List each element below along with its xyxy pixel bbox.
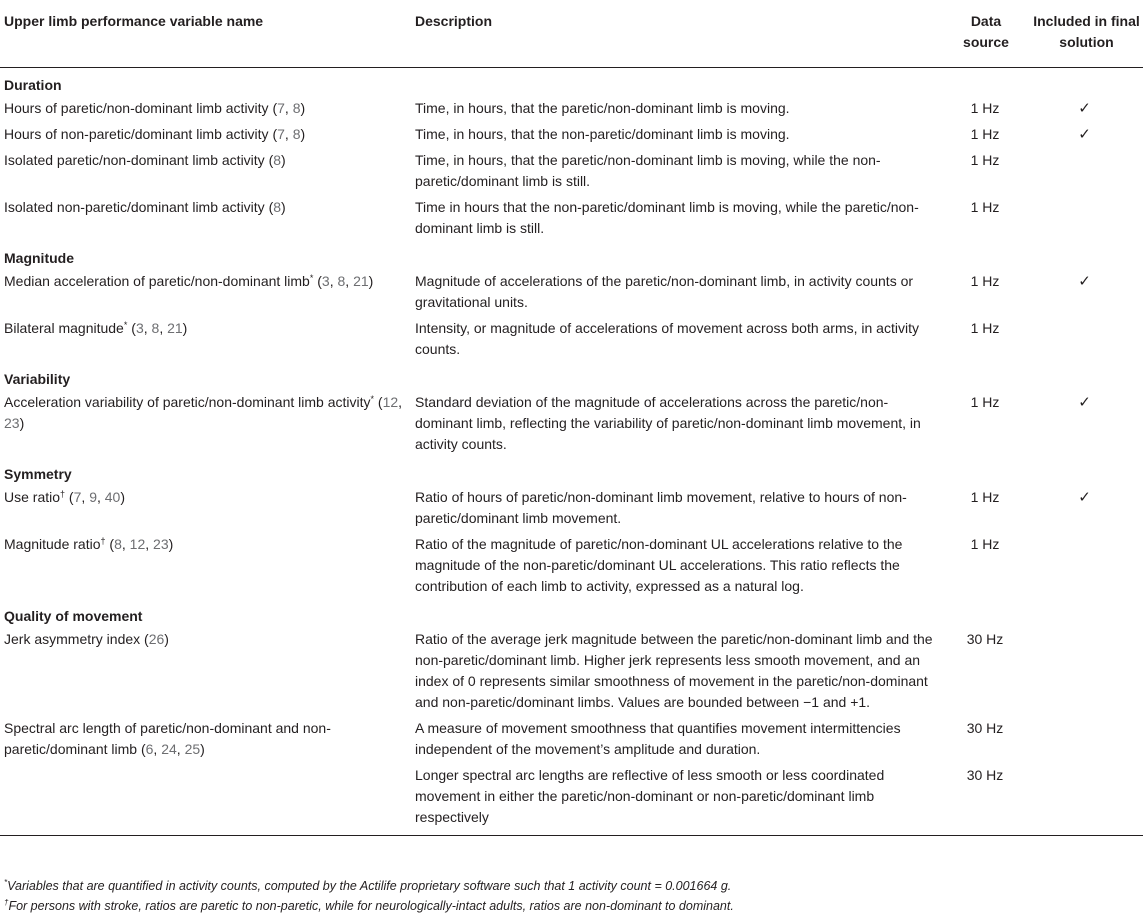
data-source-cell: 1 Hz — [970, 394, 1000, 410]
included-check-cell — [1026, 716, 1143, 763]
table-row — [0, 316, 1143, 363]
header-variable-name: Upper limb performance variable name — [0, 0, 411, 68]
reference-link: 8 — [292, 100, 301, 116]
reference-link: 8 — [273, 152, 282, 168]
section-row-symmetry — [0, 458, 1143, 485]
variable-name-open-paren: ( — [65, 489, 74, 505]
variable-footnote-mark: † — [60, 489, 66, 499]
reference-link: 8 — [337, 273, 346, 289]
variable-name: Hours of non-paretic/dominant limb activity ( — [4, 126, 278, 142]
section-title: Magnitude — [4, 250, 74, 266]
reference-link: 12 — [129, 536, 146, 552]
data-source-cell: 1 Hz — [970, 320, 1000, 336]
table-row — [0, 763, 1143, 836]
variable-name-cell: Use ratio† (7, 9, 40) — [4, 489, 126, 505]
reference-link: 7 — [73, 489, 82, 505]
reference-link: 8 — [114, 536, 122, 552]
variable-name-cell: Jerk asymmetry index (26) — [4, 631, 169, 647]
variable-name: Bilateral magnitude — [4, 320, 124, 336]
table-row — [0, 532, 1143, 600]
variable-name-cell: Median acceleration of paretic/non-dominant limb* (3, 8, 21) — [4, 273, 374, 289]
variable-footnote-mark: * — [309, 273, 314, 283]
reference-link: 21 — [167, 320, 183, 336]
description-cell: Standard deviation of the magnitude of accelerations across the paretic/non-dominant limb, reflecting the variability of paretic/non-dominant limb movement, in activity counts. — [415, 394, 921, 452]
variable-name-open-paren: ( — [105, 536, 115, 552]
variable-name-cell: Isolated non-paretic/dominant limb activity (8) — [4, 199, 286, 215]
included-check-cell — [1026, 532, 1143, 600]
data-source-cell: 1 Hz — [970, 199, 1000, 215]
data-source-cell: 30 Hz — [944, 763, 1026, 836]
section-title: Quality of movement — [4, 608, 143, 624]
description-cell: Longer spectral arc lengths are reflective of less smooth or less coordinated movement in either the paretic/non-dominant or non-paretic/dominant limb respectively — [411, 763, 944, 836]
description-cell: Magnitude of accelerations of the paretic/non-dominant limb, in activity counts or gravitational units. — [415, 273, 914, 310]
variable-name-cell: Hours of paretic/non-dominant limb activity (7, 8) — [4, 100, 306, 116]
variable-name: Use ratio — [4, 489, 61, 505]
header-description: Description — [411, 0, 944, 68]
variable-name-cell: Acceleration variability of paretic/non-dominant limb activity* (12, 23) — [4, 394, 403, 431]
reference-link: 23 — [153, 536, 169, 552]
reference-link: 12 — [382, 394, 399, 410]
data-source-cell: 1 Hz — [970, 100, 1000, 116]
description-cell: Intensity, or magnitude of accelerations of movement across both arms, in activity counts. — [415, 320, 919, 357]
variable-name-cell — [0, 763, 411, 836]
data-source-cell: 30 Hz — [966, 720, 1004, 736]
section-title: Duration — [4, 77, 62, 93]
included-check-cell: ✓ — [1078, 394, 1091, 411]
description-cell: Ratio of hours of paretic/non-dominant limb movement, relative to hours of non-paretic/dominant limb movement. — [415, 489, 907, 526]
data-source-cell: 1 Hz — [970, 536, 1000, 552]
data-source-cell: 1 Hz — [970, 489, 1000, 505]
description-cell: Time, in hours, that the paretic/non-dominant limb is moving, while the non-paretic/dominant limb is still. — [415, 152, 881, 189]
table-row — [0, 627, 1143, 716]
data-source-cell: 30 Hz — [966, 631, 1004, 647]
variable-name: Hours of paretic/non-dominant limb activity ( — [4, 100, 278, 116]
data-source-cell: 1 Hz — [970, 273, 1000, 289]
data-source-cell: 1 Hz — [970, 126, 1000, 142]
variable-footnote-mark: * — [370, 394, 375, 404]
data-source-cell: 1 Hz — [970, 152, 1000, 168]
description-cell: A measure of movement smoothness that quantifies movement intermittencies independent of the movement’s amplitude and duration. — [415, 720, 901, 757]
variable-name: Jerk asymmetry index ( — [4, 631, 149, 647]
variable-name-open-paren: ( — [313, 273, 322, 289]
variable-name-open-paren: ( — [127, 320, 136, 336]
table-row — [0, 195, 1143, 242]
footnote-dagger-mark: † — [4, 898, 9, 907]
reference-link: 6 — [145, 741, 154, 757]
included-check-cell — [1026, 627, 1143, 716]
table-header-row — [0, 0, 1143, 68]
variable-name: Acceleration variability of paretic/non-dominant limb activity — [4, 394, 371, 410]
section-title: Symmetry — [4, 466, 72, 482]
included-check-cell: ✓ — [1078, 100, 1091, 117]
variable-name: Isolated paretic/non-dominant limb activity ( — [4, 152, 274, 168]
variable-footnote-mark: * — [123, 320, 128, 330]
included-check-cell: ✓ — [1078, 126, 1091, 143]
table-body — [0, 68, 1143, 836]
reference-link: 8 — [273, 199, 282, 215]
included-check-cell — [1026, 316, 1143, 363]
header-included: Included in final solution — [1026, 0, 1143, 68]
section-row-duration — [0, 68, 1143, 97]
table-row — [0, 390, 1143, 458]
table-row — [0, 716, 1143, 763]
footnote-dagger-text: For persons with stroke, ratios are paretic to non-paretic, while for neurologically-intact adults, ratios are non-dominant to dominant. — [8, 899, 734, 913]
table-row — [0, 269, 1143, 316]
variable-name-cell: Hours of non-paretic/dominant limb activity (7, 8) — [4, 126, 306, 142]
table-row — [0, 148, 1143, 195]
footnote-dagger — [4, 898, 734, 915]
reference-link: 3 — [135, 320, 144, 336]
reference-link: 25 — [184, 741, 201, 757]
section-row-variability — [0, 363, 1143, 390]
variable-footnote-mark: † — [100, 536, 106, 546]
variable-name: Isolated non-paretic/dominant limb activity ( — [4, 199, 274, 215]
included-check-cell — [1026, 195, 1143, 242]
reference-link: 7 — [277, 100, 285, 116]
reference-link: 8 — [151, 320, 160, 336]
footnote-star-mark: * — [4, 878, 8, 887]
section-row-magnitude — [0, 242, 1143, 269]
variable-name-cell: Magnitude ratio† (8, 12, 23) — [4, 536, 174, 552]
reference-link: 3 — [321, 273, 330, 289]
description-cell: Time, in hours, that the paretic/non-dominant limb is moving. — [415, 100, 790, 116]
footnote-star — [4, 878, 731, 895]
section-row-quality — [0, 600, 1143, 627]
variable-name-open-paren: ( — [374, 394, 383, 410]
reference-link: 26 — [148, 631, 165, 647]
reference-link: 7 — [277, 126, 285, 142]
reference-link: 8 — [292, 126, 301, 142]
footnote-star-text: Variables that are quantified in activity counts, computed by the Actilife proprietary software such that 1 activity count = 0.001664 g. — [7, 879, 732, 893]
description-cell: Ratio of the average jerk magnitude between the paretic/non-dominant limb and the non-paretic/dominant limb. Higher jerk represents less smooth movement, and an index of 0 represents similar smoothness of movement in the paretic/non-dominant and non-paretic/dominant limbs. Values are bounded between −1 and +1. — [415, 631, 933, 710]
section-title: Variability — [4, 371, 71, 387]
reference-link: 40 — [104, 489, 121, 505]
reference-link: 24 — [161, 741, 177, 757]
included-check-cell: ✓ — [1078, 273, 1091, 290]
description-cell: Time, in hours, that the non-paretic/dominant limb is moving. — [415, 126, 790, 142]
header-data-source: Data source — [944, 0, 1026, 68]
variable-name: Spectral arc length of paretic/non-dominant and non-paretic/dominant limb ( — [4, 720, 331, 757]
included-check-cell — [1026, 148, 1143, 195]
variable-name-cell: Isolated paretic/non-dominant limb activity (8) — [4, 152, 286, 168]
table-row — [0, 122, 1143, 148]
included-check-cell: ✓ — [1078, 489, 1091, 506]
description-cell: Ratio of the magnitude of paretic/non-dominant UL accelerations relative to the magnitude of the non-paretic/dominant UL accelerations. This ratio reflects the contribution of each limb to activity, expressed as a natural log. — [415, 536, 903, 594]
included-check-cell — [1026, 763, 1143, 836]
reference-link: 23 — [4, 415, 20, 431]
variable-name: Median acceleration of paretic/non-dominant limb — [4, 273, 310, 289]
description-cell: Time in hours that the non-paretic/dominant limb is moving, while the paretic/non-dominant limb is still. — [415, 199, 919, 236]
reference-link: 9 — [89, 489, 97, 505]
variable-name-cell: Bilateral magnitude* (3, 8, 21) — [4, 320, 188, 336]
variable-name: Magnitude ratio — [4, 536, 101, 552]
variable-name-cell: Spectral arc length of paretic/non-dominant and non-paretic/dominant limb (6, 24, 25) — [4, 720, 331, 757]
reference-link: 21 — [353, 273, 369, 289]
table-row — [0, 96, 1143, 122]
table-row — [0, 485, 1143, 532]
